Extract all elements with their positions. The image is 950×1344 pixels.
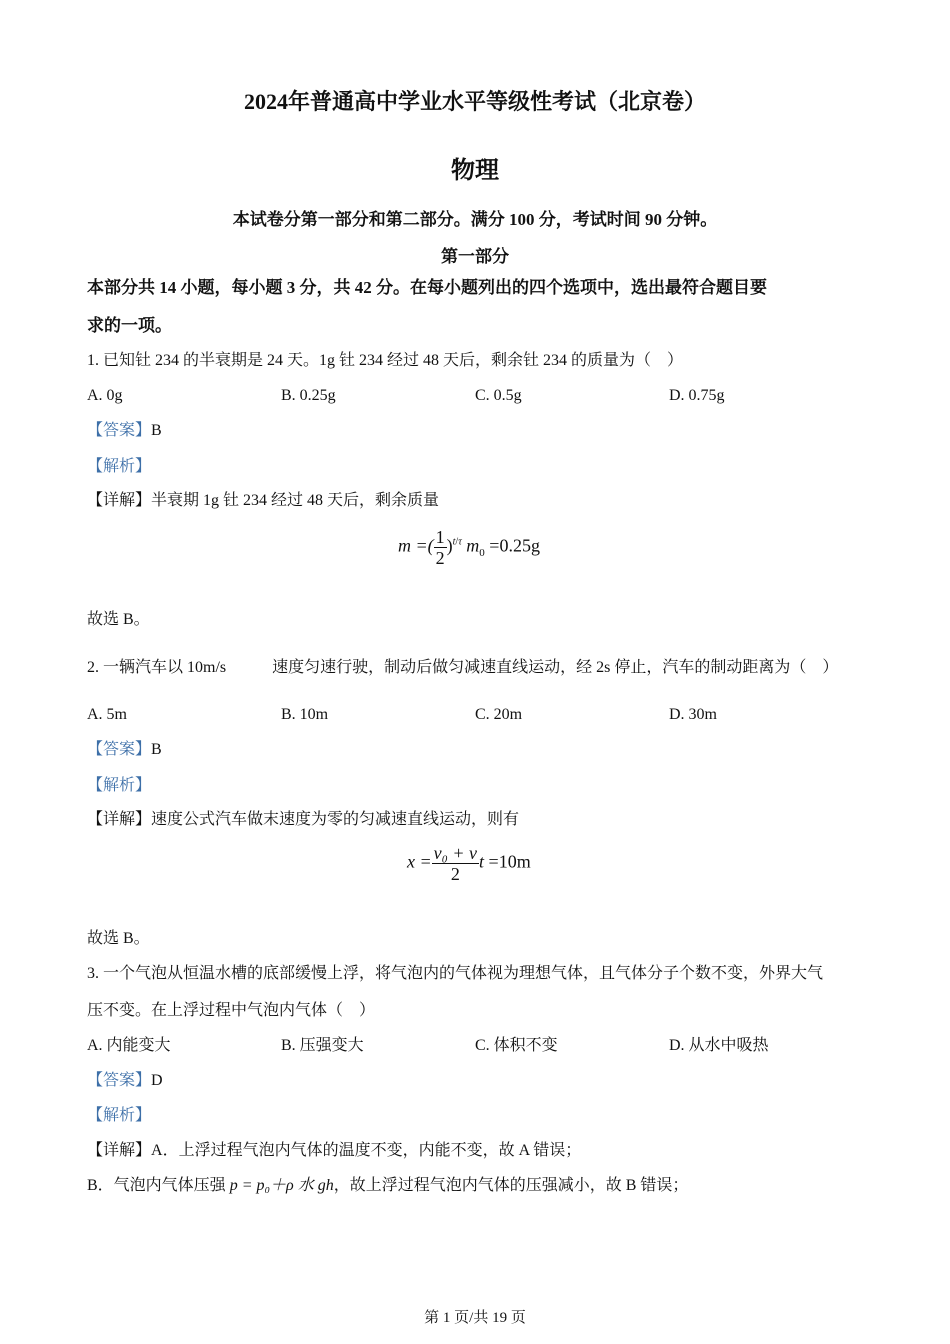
- q3-stem-cont: 压不变。在上浮过程中气泡内气体（ ）: [87, 1002, 376, 1019]
- intro: 本试卷分第一部分和第二部分。满分 100 分，考试时间 90 分钟。: [232, 210, 718, 229]
- q3-option-b: B. 压强变大: [281, 1037, 364, 1054]
- q2-conclusion: 故选 B。: [87, 930, 150, 947]
- q1-conclusion: 故选 B。: [87, 611, 150, 628]
- exam-title: 2024年普通高中学业水平等级性考试（北京卷）: [243, 89, 706, 114]
- q3-detail-b: B．气泡内气体压强 p = p₀＋ρ 水 gh，故上浮过程气泡内气体的压强减小，故 B 错误；: [87, 1177, 689, 1194]
- q2-option-c: C. 20m: [475, 706, 523, 723]
- q1-option-a: A. 0g: [87, 387, 123, 404]
- q2-option-d: D. 30m: [669, 706, 717, 723]
- detail-tag: 【详解】: [87, 492, 152, 509]
- q2-option-b: B. 10m: [281, 706, 329, 723]
- detail-tag: 【详解】: [87, 811, 152, 828]
- detail-tag: 【详解】: [87, 1142, 152, 1159]
- answer-tag: 【答案】: [87, 422, 152, 439]
- page-footer: 第 1 页/共 19 页: [424, 1310, 526, 1326]
- q3-option-d: D. 从水中吸热: [669, 1037, 769, 1054]
- q2-detail: 速度公式汽车做末速度为零的匀减速直线运动，则有: [151, 811, 520, 828]
- q1-stem: 1. 已知钍 234 的半衰期是 24 天。1g 钍 234 经过 48 天后，剩余钍 234 的质量为（ ）: [87, 352, 684, 369]
- q1-formula: m =( $\frac{1}{2}$ )$^{t/\tau}$ $m_0 =0.25g$: [398, 527, 540, 568]
- analysis-tag: 【解析】: [87, 777, 152, 794]
- q3-detail-a: A．上浮过程气泡内气体的温度不变，内能不变，故 A 错误；: [151, 1142, 582, 1159]
- q2-stem: 2. 一辆汽车以 10m/s 速度匀速行驶，制动后做匀减速直线运动，经 2s 停止，汽车的制动距离为（ ）: [87, 659, 839, 676]
- q1-answer: B: [151, 422, 162, 439]
- instructions-cont: 求的一项。: [87, 316, 172, 335]
- q3-option-c: C. 体积不变: [475, 1037, 558, 1054]
- q3-option-a: A. 内能变大: [87, 1037, 171, 1054]
- subject-title: 物理: [451, 158, 499, 184]
- q1-detail: 半衰期 1g 钍 234 经过 48 天后，剩余质量: [151, 492, 440, 509]
- analysis-tag: 【解析】: [87, 1107, 152, 1124]
- q1-option-b: B. 0.25g: [281, 387, 336, 404]
- answer-tag: 【答案】: [87, 1072, 152, 1089]
- q2-formula: x = $\frac{\text{v₀ + v}}{2}$ t =10m: [407, 843, 531, 884]
- analysis-tag: 【解析】: [87, 458, 152, 475]
- q3-answer: D: [151, 1072, 163, 1089]
- q3-stem: 3. 一个气泡从恒温水槽的底部缓慢上浮，将气泡内的气体视为理想气体，且气体分子个数不变，外界大气: [87, 965, 824, 982]
- instructions: 本部分共 14 小题，每小题 3 分，共 42 分。在每小题列出的四个选项中，选出最符合题目要: [87, 278, 767, 297]
- part-heading: 第一部分: [441, 247, 509, 266]
- q2-answer: B: [151, 741, 162, 758]
- q1-option-c: C. 0.5g: [475, 387, 522, 404]
- q2-option-a: A. 5m: [87, 706, 127, 723]
- answer-tag: 【答案】: [87, 741, 152, 758]
- q1-option-d: D. 0.75g: [669, 387, 725, 404]
